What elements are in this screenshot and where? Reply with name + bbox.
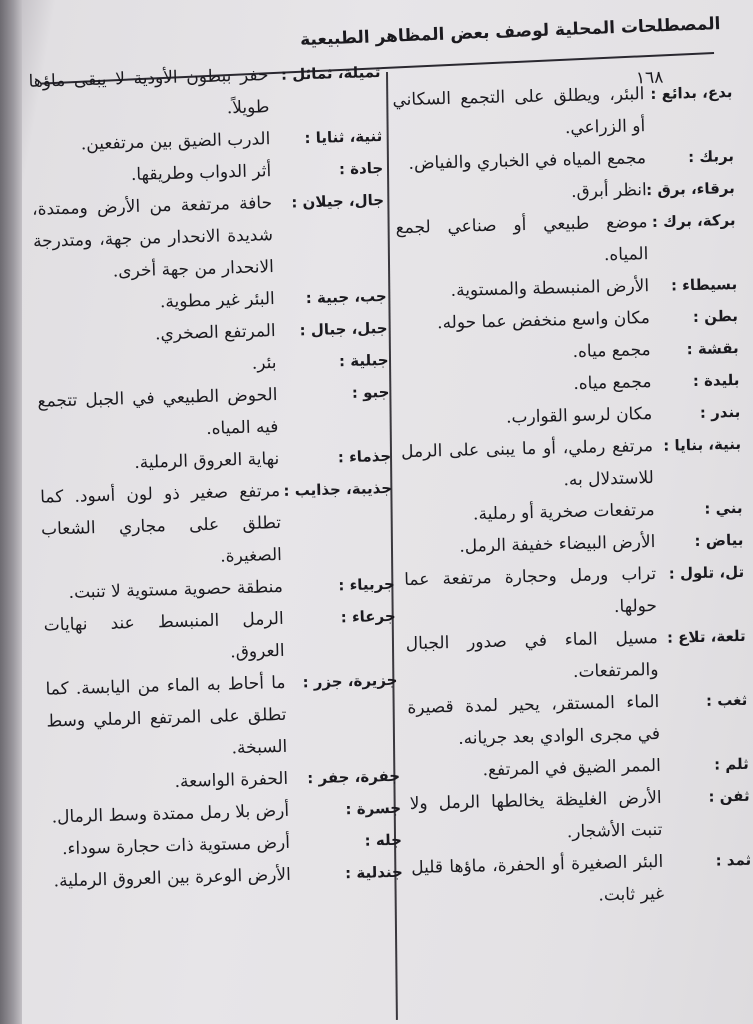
entry-term: ثمد : bbox=[715, 850, 752, 870]
entry-definition: حفر ببطون الأودية لا يبقى ماؤها طويلاً. bbox=[28, 65, 270, 119]
entry-definition: الماء المستقر، يحير لمدة قصيرة في مجرى الوادي بعد جريانه. bbox=[407, 691, 661, 749]
entry-term: بليدة : bbox=[692, 370, 740, 391]
glossary-entry bbox=[43, 600, 397, 674]
glossary-entry bbox=[401, 428, 742, 500]
entry-definition: أرض مستوية ذات حجارة سوداء. bbox=[61, 832, 291, 860]
entry-term: بني : bbox=[704, 498, 743, 518]
entry-definition: أثر الدواب وطريقها. bbox=[130, 161, 272, 185]
entry-term: ثميلة، ثمائل : bbox=[280, 62, 381, 84]
entry-term: بندر : bbox=[699, 402, 741, 422]
entry-definition: مرتفع رملي، أو ما يبنى على الرمل للاستدلال به. bbox=[400, 436, 655, 491]
glossary-entry bbox=[405, 620, 746, 692]
glossary-entry bbox=[40, 472, 395, 578]
glossary-entry bbox=[395, 204, 736, 276]
entry-term: جربياء : bbox=[338, 574, 395, 595]
entry-definition: مجمع مياه. bbox=[573, 372, 652, 394]
glossary-entry bbox=[37, 376, 391, 450]
glossary-entry bbox=[32, 184, 387, 290]
entry-term: جادة : bbox=[338, 158, 384, 179]
left-column bbox=[28, 56, 403, 898]
entry-term: بنية، بنايا : bbox=[663, 434, 742, 455]
entry-definition: مكان واسع منخفض عما حوله. bbox=[436, 308, 651, 334]
page-header bbox=[40, 6, 720, 62]
entry-definition: الحوض الطبيعي في الجبل تتجمع فيه المياه. bbox=[37, 385, 279, 439]
entry-definition: موضع طبيعي أو صناعي لجمع المياه. bbox=[395, 212, 649, 266]
entry-term: جال، جيلان : bbox=[291, 190, 385, 212]
entry-definition: مكان لرسو القوارب. bbox=[505, 404, 653, 428]
running-title: المصطلحات المحلية لوصف بعض المظاهر الطبيعية bbox=[299, 14, 721, 51]
entry-term: بطن : bbox=[692, 306, 739, 327]
entry-definition: الرمل المنبسط عند نهايات العروق. bbox=[43, 608, 285, 663]
entry-definition: مجمع المياه في الخباري والفياض. bbox=[408, 148, 647, 174]
entry-term: جندلية : bbox=[344, 862, 404, 883]
entry-term: جبو : bbox=[351, 382, 390, 402]
entry-definition: أرض بلا رمل ممتدة وسط الرمال. bbox=[51, 800, 290, 828]
glossary-entry bbox=[45, 664, 400, 770]
entry-term: جرعاء : bbox=[340, 606, 396, 627]
entry-definition: الأرض المنبسطة والمستوية. bbox=[450, 276, 650, 301]
entry-definition: تراب ورمل وحجارة مرتفعة عما حولها. bbox=[403, 564, 658, 618]
entry-term: برقاء، برق : bbox=[645, 178, 735, 200]
entry-definition: الدرب الضيق بين مرتفعين. bbox=[80, 129, 271, 155]
entry-term: ثلم : bbox=[713, 754, 750, 774]
entry-term: بدع، بدائع : bbox=[650, 82, 733, 103]
entry-term: ثنية، ثنايا : bbox=[304, 126, 383, 148]
entry-term: جبل، جبال : bbox=[299, 318, 388, 340]
glossary-entry bbox=[411, 844, 752, 916]
entry-definition: حافة مرتفعة من الأرض وممتدة، شديدة الانحدار من جهة، ومتدرجة الانحدار من جهة أخرى. bbox=[31, 193, 275, 282]
entry-term: بقشة : bbox=[686, 338, 739, 359]
entry-definition: منطقة حصوية مستوية لا تنبت. bbox=[68, 576, 284, 603]
entry-definition: ما أحاط به الماء من اليابسة. كما تطلق على المرتفع الرملي وسط السبخة. bbox=[45, 672, 288, 759]
entry-definition: البئر، ويطلق على التجمع السكاني أو الزراعي. bbox=[392, 84, 646, 139]
entry-definition: بئر. bbox=[251, 353, 277, 374]
entry-definition: مرتفعات صخرية أو رملية. bbox=[472, 500, 655, 525]
entry-term: جبلية : bbox=[338, 350, 389, 371]
entry-definition: البئر غير مطوية. bbox=[159, 289, 276, 313]
entry-term: جسرة : bbox=[345, 798, 402, 819]
glossary-entry bbox=[28, 56, 382, 130]
book-gutter bbox=[0, 0, 22, 1024]
entry-definition: الحفرة الواسعة. bbox=[174, 768, 289, 793]
entry-term: جفرة، جفر : bbox=[307, 766, 401, 788]
entry-term: جذماء : bbox=[337, 446, 392, 467]
entry-term: ثفن : bbox=[708, 786, 750, 806]
entry-definition: الممر الضيق في المرتفع. bbox=[482, 755, 662, 781]
entry-definition: مجمع مياه. bbox=[572, 340, 651, 362]
entry-term: جذيبة، جذايب : bbox=[283, 478, 393, 500]
entry-term: جله : bbox=[364, 830, 403, 850]
entry-term: بياض : bbox=[694, 530, 744, 551]
entry-term: تل، تلول : bbox=[668, 562, 745, 583]
glossary-entry bbox=[392, 76, 733, 148]
entry-definition: المرتفع الصخري. bbox=[154, 321, 276, 345]
page-number: ١٦٨ bbox=[635, 67, 664, 89]
entry-definition: الأرض الغليظة يخالطها الرمل ولا تنبت الأشجار. bbox=[409, 787, 663, 843]
glossary-entry bbox=[407, 684, 748, 756]
entry-definition: الأرض البيضاء خفيفة الرمل. bbox=[459, 532, 656, 557]
entry-term: بربك : bbox=[687, 146, 735, 167]
glossary-entry bbox=[404, 556, 745, 628]
entry-definition: البئر الصغيرة أو الحفرة، ماؤها قليل غير ثابت. bbox=[411, 851, 665, 906]
entry-definition: مرتفع صغير ذو لون أسود. كما تطلق على مجاري الشعاب الصغيرة. bbox=[39, 480, 283, 567]
entry-definition: نهاية العروق الرملية. bbox=[134, 448, 280, 474]
glossary-entry bbox=[409, 780, 750, 852]
entry-term: بسيطاء : bbox=[670, 274, 738, 295]
entry-term: تلعة، تلاع : bbox=[666, 626, 746, 647]
entry-term: ثغب : bbox=[705, 690, 748, 710]
right-column bbox=[392, 76, 752, 916]
entry-definition: الأرض الوعرة بين العروق الرملية. bbox=[53, 864, 292, 892]
entry-definition: انظر أبرق. bbox=[570, 180, 648, 202]
entry-term: بركة، برك : bbox=[651, 210, 736, 231]
entry-term: جزيرة، جزر : bbox=[302, 670, 398, 692]
entry-term: جب، جبية : bbox=[305, 286, 387, 308]
entry-definition: مسيل الماء في صدور الجبال والمرتفعات. bbox=[405, 627, 659, 683]
